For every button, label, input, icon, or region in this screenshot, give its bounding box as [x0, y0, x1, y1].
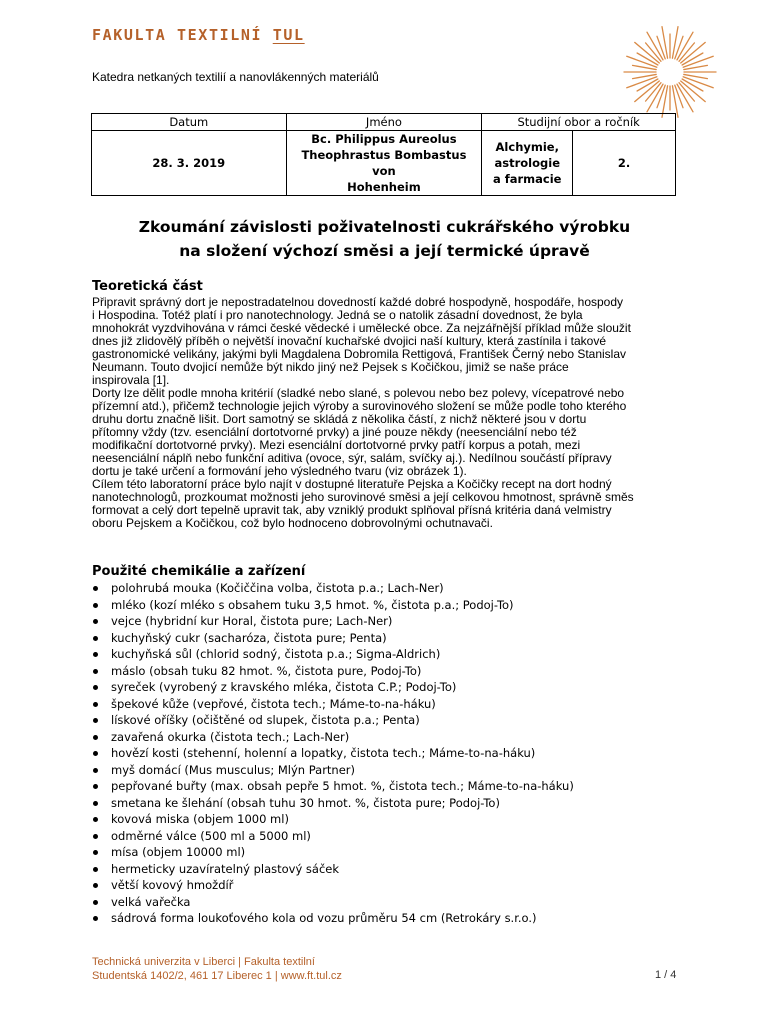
list-item: mléko (kozí mléko s obsahem tuku 3,5 hmot. %, čistota p.a.; Podoj-To) [92, 597, 682, 614]
list-item: mísa (objem 10000 ml) [92, 844, 682, 861]
theory-text-line: formovat a celý dort tepelně upravit tak, aby vzniklý produkt splňoval přísná kritéria daná velmistry [92, 503, 612, 517]
logo-tul-abbr: TUL [272, 26, 305, 44]
title-line: na složení výchozí směsi a její termické úpravě [179, 242, 590, 260]
list-item: máslo (obsah tuku 82 hmot. %, čistota pure, Podoj-To) [92, 663, 682, 680]
theory-text-line: modifikační dortotvorné prvky). Mezi esenciální dortotvorné prvky patří korpus a potah, mezi [92, 438, 581, 452]
name-line: Theophrastus Bombastus von [301, 148, 467, 178]
theory-heading: Teoretická část [92, 279, 203, 294]
logo-faculty-name: FAKULTA TEXTILNÍ [92, 26, 263, 44]
list-item: vejce (hybridní kur Horal, čistota pure; Lach-Ner) [92, 613, 682, 630]
field-line: Alchymie, [495, 140, 559, 154]
theory-text-line: mnohokrát vyzdvihována v rámci české vědecké i umělecké obce. Za nejzářnější příklad může sloužit [92, 321, 631, 335]
report-title [92, 215, 677, 263]
list-item: hovězí kosti (stehenní, holenní a lopatky, čistota tech.; Máme-to-na-háku) [92, 745, 682, 762]
theory-text-line: dortu je také určení a formování jeho výsledného tvaru (viz obrázek 1). [92, 464, 467, 478]
theory-text-line: Připravit správný dort je nepostradatelnou dovedností každé dobré hospodyně, hospodáře, hospody [92, 295, 624, 309]
theory-text-line: přítomny vždy (tzv. esenciální dortotvorné prvky) a jiné pouze někdy (neesenciální nebo též [92, 425, 577, 439]
list-item: syreček (vyrobený z kravského mléka, čistota C.P.; Podoj-To) [92, 679, 682, 696]
theory-text-line: druhu dortu značně lišit. Dort samotný se skládá z několika částí, z nichž některé jsou v dortu [92, 412, 587, 426]
chemicals-list [92, 580, 682, 927]
cell-date: 28. 3. 2019 [92, 131, 287, 196]
list-item: kuchyňská sůl (chlorid sodný, čistota p.a.; Sigma-Aldrich) [92, 646, 682, 663]
department-name: Katedra netkaných textilií a nanovlákenných materiálů [92, 70, 379, 84]
theory-text [92, 296, 682, 530]
footer-address [92, 955, 342, 983]
title-line: Zkoumání závislosti poživatelnosti cukrářského výrobku [138, 218, 631, 236]
theory-text-line: gastronomické velikány, jakými byli Magdalena Dobromila Rettigová, František Černý nebo Stanislav [92, 347, 627, 361]
cell-name [286, 131, 482, 196]
list-item: polohrubá mouka (Kočiččina volba, čistota p.a.; Lach-Ner) [92, 580, 682, 597]
header-field-year: Studijní obor a ročník [482, 114, 676, 131]
footer-line-address: Studentská 1402/2, 461 17 Liberec 1 | www.ft.tul.cz [92, 970, 342, 982]
info-table-header-row [92, 114, 676, 131]
list-item: smetana ke šlehání (obsah tuhu 30 hmot. %, čistota pure; Podoj-To) [92, 795, 682, 812]
theory-text-line: Neumann. Touto dvojicí nemůže být nikdo jiný než Pejsek s Kočičkou, jimiž se naše práce [92, 360, 569, 374]
list-item: kuchyňský cukr (sacharóza, čistota pure; Penta) [92, 630, 682, 647]
cell-field [482, 131, 573, 196]
chemicals-heading: Použité chemikálie a zařízení [92, 564, 306, 579]
theory-text-line: Dorty lze dělit podle mnoha kritérií (sladké nebo slané, s polevou nebo bez polevy, vícepatrové nebo [92, 386, 625, 400]
header-name: Jméno [286, 114, 482, 131]
student-info-table [91, 113, 676, 196]
theory-text-line: neesenciální náplň nebo funkční aditiva (ovoce, sýr, salám, svíčky aj.). Nedílnou součástí přípravy [92, 451, 612, 465]
info-table-row [92, 131, 676, 196]
theory-text-line: inspirovala [1]. [92, 373, 170, 387]
list-item: velká vařečka [92, 894, 682, 911]
list-item: lískové oříšky (očištěné od slupek, čistota p.a.; Penta) [92, 712, 682, 729]
list-item: pepřované buřty (max. obsah pepře 5 hmot. %, čistota tech.; Máme-to-na-háku) [92, 778, 682, 795]
theory-text-line: Cílem této laboratorní práce bylo najít v dostupné literatuře Pejska a Kočičky recept na dort hodný [92, 477, 612, 491]
list-item: zavařená okurka (čistota tech.; Lach-Ner) [92, 729, 682, 746]
theory-text-line: přízemní atd.), přičemž technologie jejich výroby a surovinového složení se může podle toho kterého [92, 399, 627, 413]
footer-line-university: Technická univerzita v Liberci | Fakulta textilní [92, 956, 315, 968]
list-item: větší kovový hmoždíř [92, 877, 682, 894]
name-line: Bc. Philippus Aureolus [311, 132, 457, 146]
header-date: Datum [92, 114, 287, 131]
list-item: myš domácí (Mus musculus; Mlýn Partner) [92, 762, 682, 779]
tul-sun-logo-icon [622, 24, 718, 120]
theory-text-line: i Hospodina. Totéž platí i pro nanotechnology. Jedná se o natolik zásadní dovednost, že byla [92, 308, 583, 322]
page-number: 1 / 4 [655, 969, 677, 981]
list-item: odměrné válce (500 ml a 5000 ml) [92, 828, 682, 845]
list-item: sádrová forma loukoťového kola od vozu průměru 54 cm (Retrokáry s.r.o.) [92, 910, 682, 927]
name-line: Hohenheim [347, 180, 421, 194]
cell-year: 2. [573, 131, 676, 196]
list-item: kovová miska (objem 1000 ml) [92, 811, 682, 828]
field-line: a farmacie [492, 172, 562, 186]
theory-text-line: nanotechnologů, prozkoumat možnosti jeho surovinové směsi a její celkovou hmotnost, správně směs [92, 490, 634, 504]
list-item: špekové kůže (vepřové, čistota tech.; Máme-to-na-háku) [92, 696, 682, 713]
theory-text-line: dnes již zlidovělý příběh o největší inovační kuchařské dvojici naší kultury, která zastínila i takové [92, 334, 607, 348]
field-line: astrologie [494, 156, 560, 170]
faculty-logo-text [92, 26, 305, 44]
list-item: hermeticky uzavíratelný plastový sáček [92, 861, 682, 878]
theory-text-line: oboru Pejskem a Kočičkou, což bylo hodnoceno dobrovolnými ochutnavači. [92, 516, 493, 530]
